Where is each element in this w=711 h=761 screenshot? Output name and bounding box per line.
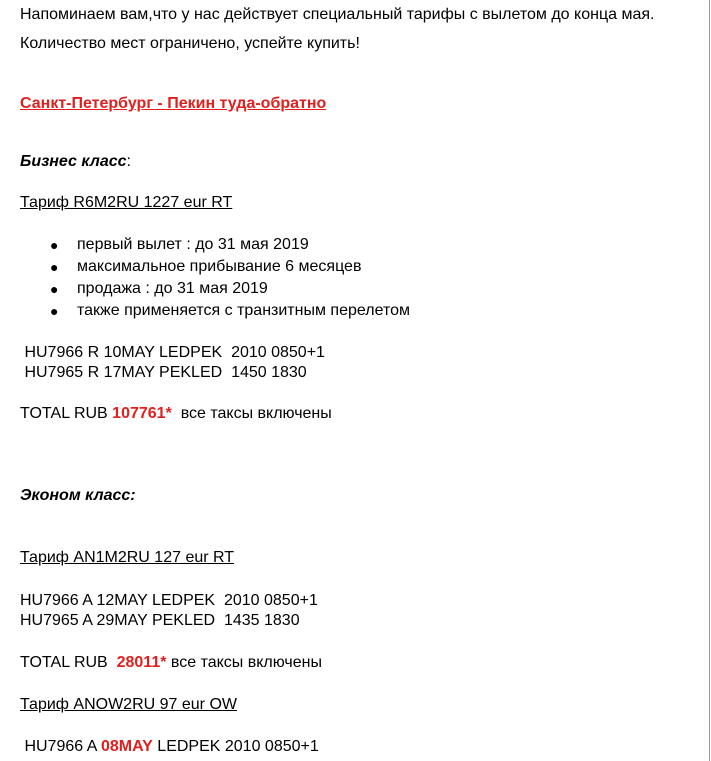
bullet-icon: ● [50,281,59,297]
business-total-value: 107761* [112,405,172,422]
ow-flight-suffix: LEDPEK 2010 0850+1 [152,738,319,755]
business-fare: Тариф R6M2RU 1227 eur RT [20,194,233,211]
list-item [0,234,410,256]
condition-text: первый вылет : до 31 мая 2019 [77,236,309,253]
bullet-icon: ● [50,237,59,253]
business-conditions-list [0,234,410,322]
ow-flight-prefix: HU7966 A [20,738,101,755]
economy-flight-1: HU7966 A 12MAY LEDPEK 2010 0850+1 [20,592,318,609]
business-flight-2: HU7965 R 17MAY PEKLED 1450 1830 [20,364,307,381]
economy-fare-ow: Тариф ANOW2RU 97 eur OW [20,696,237,713]
list-item [0,300,410,322]
list-item [0,256,410,278]
economy-total-suffix: все таксы включены [166,654,322,671]
condition-text: максимальное прибывание 6 месяцев [77,258,362,275]
intro-line-2: Количество мест ограничено, успейте купить! [20,35,360,52]
business-total [20,404,332,424]
economy-fare-rt: Тариф AN1M2RU 127 eur RT [20,549,235,566]
route-heading: Санкт-Петербург - Пекин туда-обратно [20,95,327,112]
economy-ow-flight [20,737,319,757]
ow-flight-date: 08MAY [100,738,153,755]
bullet-icon: ● [50,303,59,319]
business-flight-1: HU7966 R 10MAY LEDPEK 2010 0850+1 [20,344,325,361]
condition-text: продажа : до 31 мая 2019 [77,280,268,297]
business-total-label: TOTAL RUB [20,405,113,422]
business-class-label: Бизнес класс [20,153,127,170]
condition-text: также применяется с транзитным перелетом [77,302,410,319]
economy-total-value: 28011* [116,654,167,671]
economy-flight-2: HU7965 A 29MAY PEKLED 1435 1830 [20,612,300,629]
business-class-title [20,152,131,172]
economy-total [20,653,322,673]
bullet-icon: ● [50,259,59,275]
intro-line-1: Напоминаем вам,что у нас действует специальный тарифы с вылетом до конца мая. [20,6,655,23]
economy-class-title: Эконом класс: [20,487,136,504]
business-class-colon: : [126,153,131,170]
list-item [0,278,410,300]
economy-total-label: TOTAL RUB [20,654,117,671]
business-total-suffix: все таксы включены [171,405,332,422]
